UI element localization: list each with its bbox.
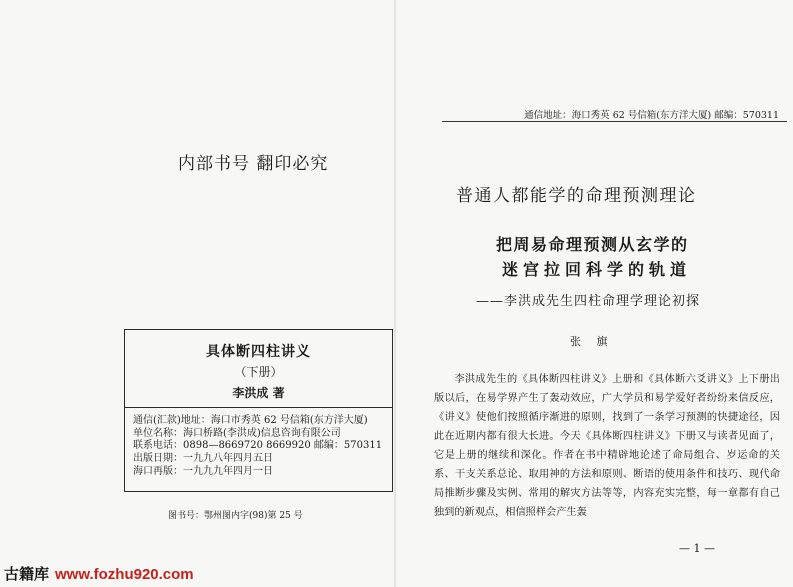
address-line: 通信(汇款)地址：海口市秀英 62 号信箱(东方洋大厦) bbox=[133, 415, 368, 426]
phone-line: 联系电话：0898—8669720 8669920 邮编：570311 bbox=[133, 440, 383, 452]
publication-details bbox=[133, 415, 382, 479]
right-page bbox=[396, 0, 793, 587]
header-text: 通信地址：海口秀英 62 号信箱(东方洋大厦) 邮编：570311 bbox=[524, 110, 779, 121]
book-number: 图书号：鄂州图内字(98)第 25 号 bbox=[168, 511, 303, 521]
article-subtitle-3: ——李洪成先生四柱命理学理论初探 bbox=[476, 294, 701, 309]
publish-date-line: 出版日期：一九九八年四月五日 bbox=[133, 453, 273, 465]
left-page bbox=[0, 0, 396, 587]
article-subtitle-2: 迷宫拉回科学的轨道 bbox=[502, 260, 692, 279]
watermark-site-name: 古籍库 bbox=[4, 566, 50, 583]
internal-notice: 内部书号 翻印必究 bbox=[178, 154, 329, 174]
article-body bbox=[434, 370, 780, 522]
site-watermark bbox=[0, 562, 254, 587]
page-number: — 1 — bbox=[679, 542, 715, 555]
reprint-date-line: 海口再版：一九九九年四月一日 bbox=[133, 465, 273, 477]
watermark-url: www.fozhu920.com bbox=[55, 566, 194, 583]
company-line: 单位名称：海口桥路(李洪成)信息咨询有限公司 bbox=[133, 427, 341, 439]
article-author: 张 旗 bbox=[570, 335, 614, 348]
book-author: 李洪成 著 bbox=[232, 386, 285, 400]
body-paragraph: 李洪成先生的《具体断四柱讲义》上册和《具体断六爻讲义》上下册出版以后，在易学界产生了轰动效应，广大学员和易学爱好者纷纷来信反应，《讲义》使他们按照循序渐进的原则，找到了一条学习预测的快捷途径，因此在近期内都有很大长进。今天《具体断四柱讲义》下册又与读者见面了，它是上册的继续和深化。作者在书中精辟地论述了命局组合、岁运命的关系、干支关系总论、取用神的方法和原则、断语的使用条件和技巧、现代命局推断步骤及实例、常用的解灾方法等等，内容充实完整，每一章都有自己独到的新观点，相信照样会产生轰 bbox=[434, 374, 780, 518]
box-divider bbox=[125, 407, 392, 408]
book-volume: （下册） bbox=[234, 365, 283, 379]
article-subtitle-1: 把周易命理预测从玄学的 bbox=[496, 235, 689, 254]
book-info-box bbox=[124, 329, 393, 492]
book-title: 具体断四柱讲义 bbox=[206, 344, 311, 360]
running-header bbox=[442, 107, 787, 122]
article-title: 普通人都能学的命理预测理论 bbox=[456, 186, 697, 206]
